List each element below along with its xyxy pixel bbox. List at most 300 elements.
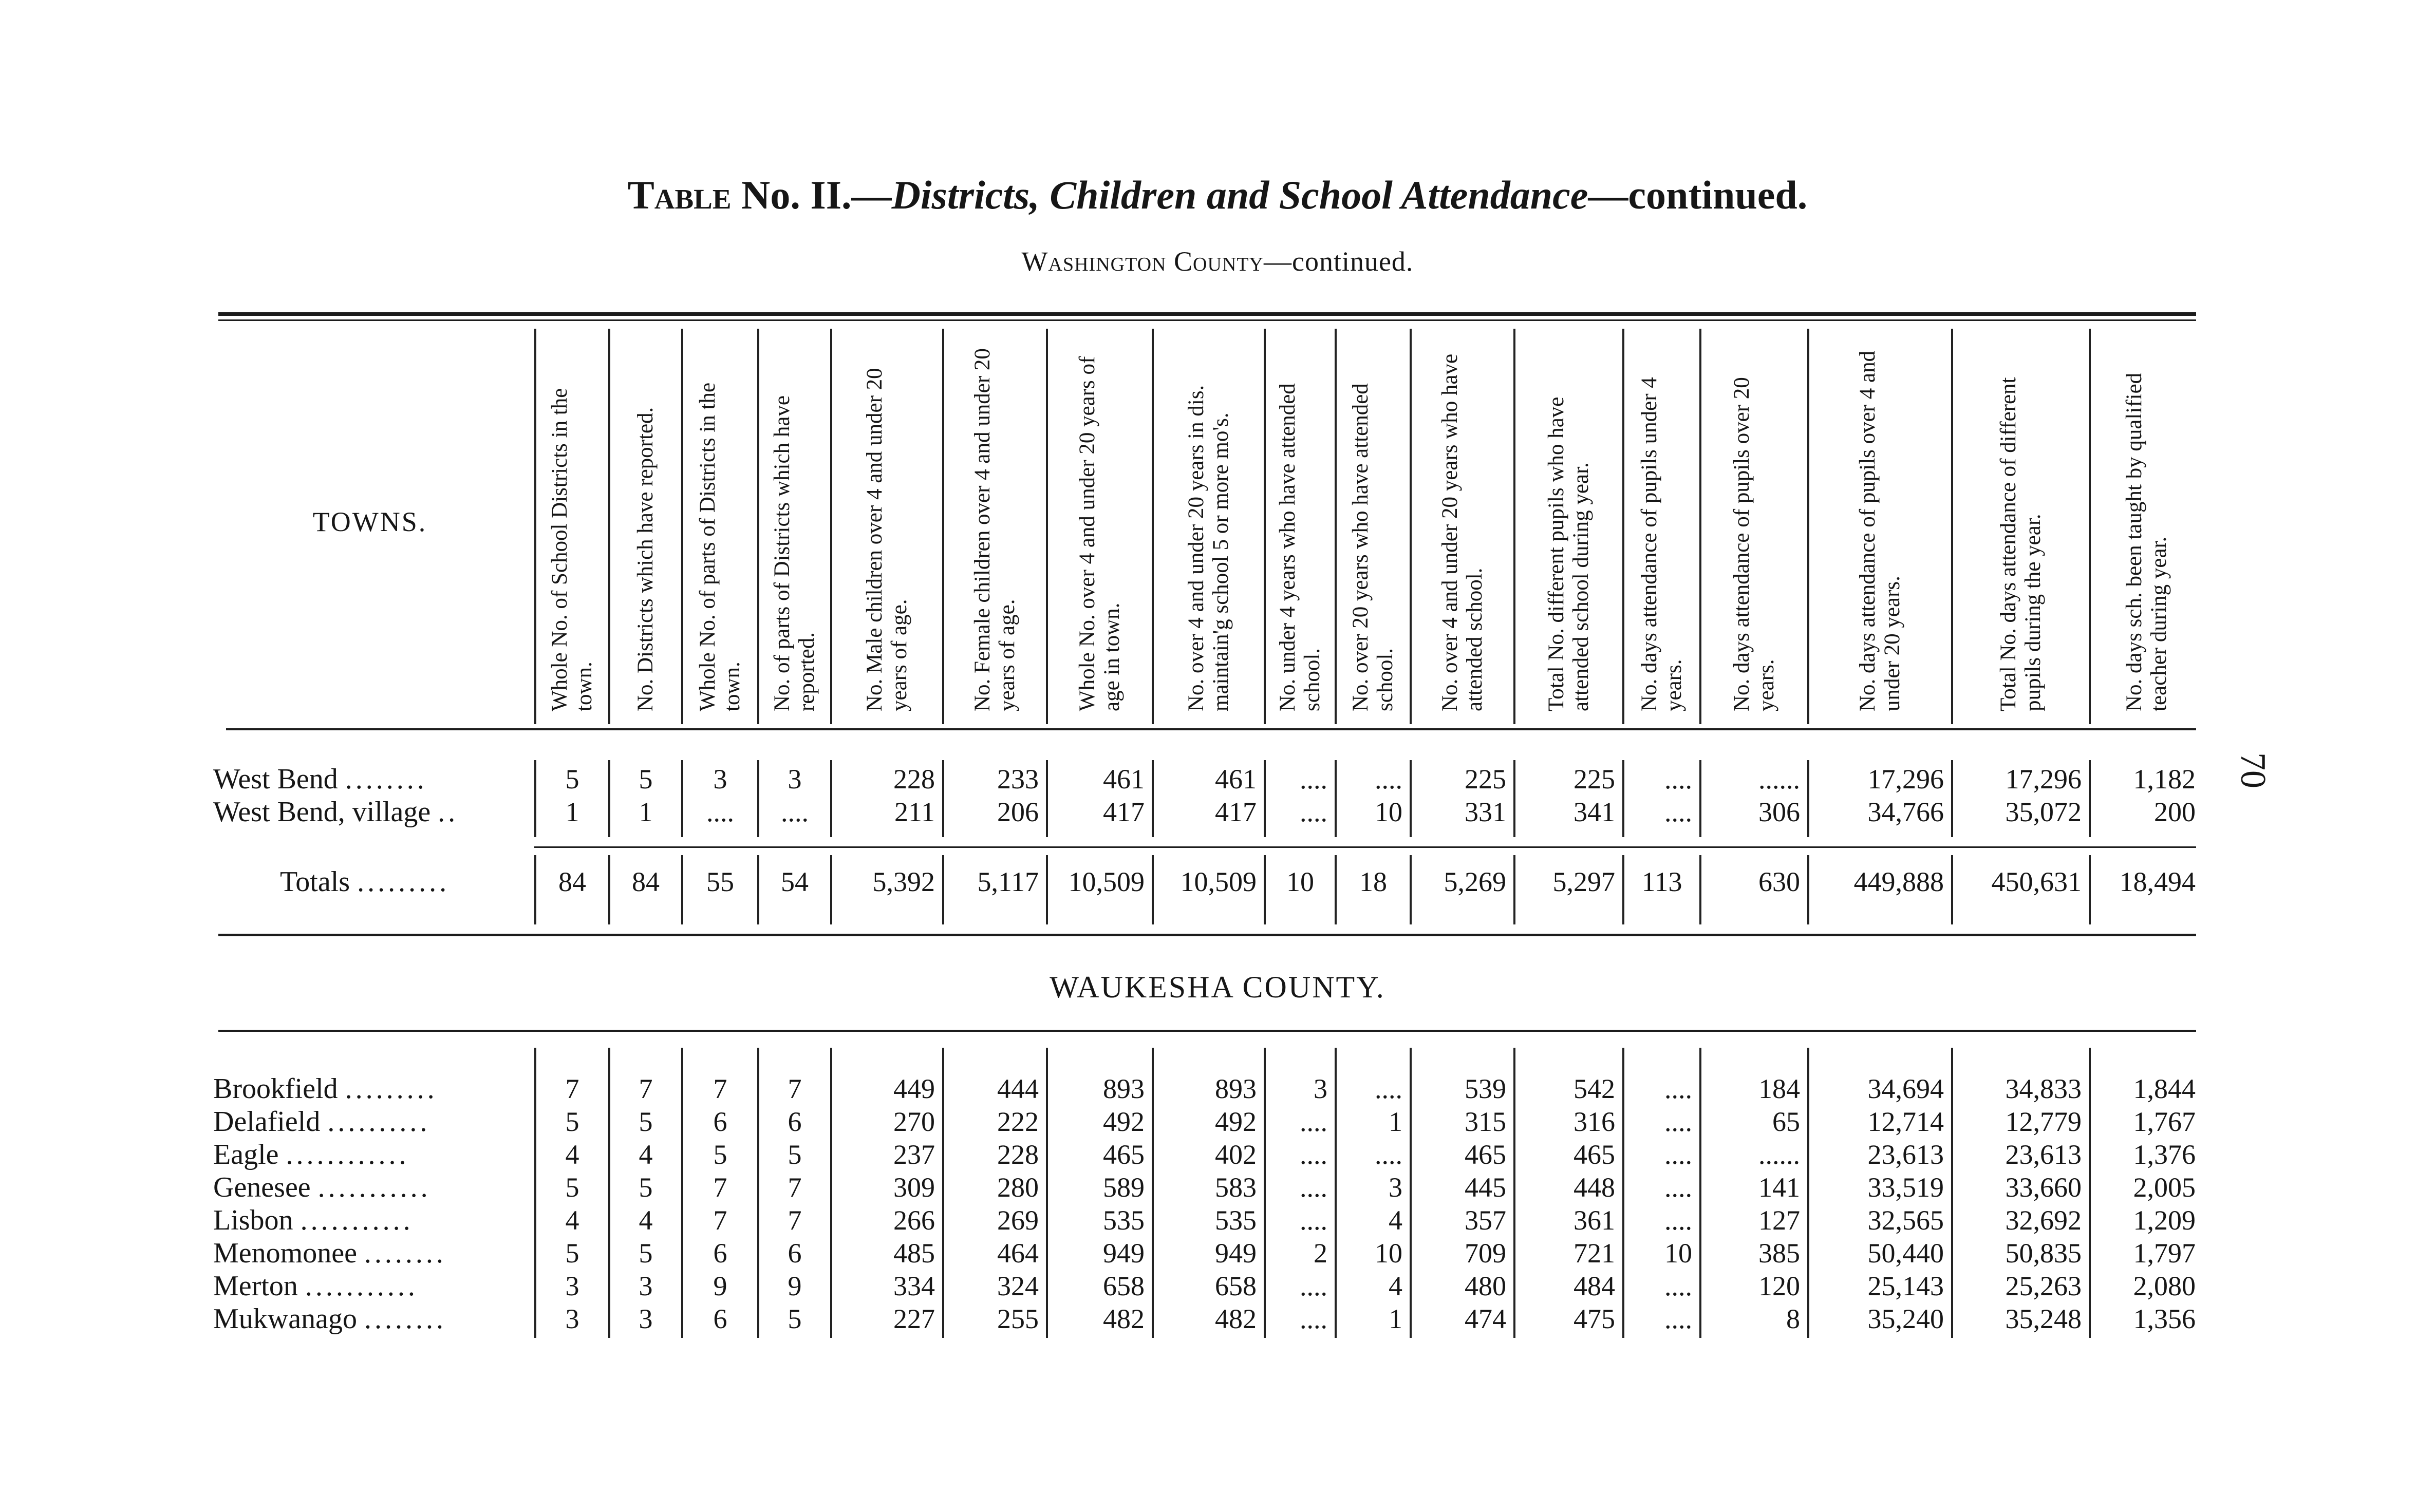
- table-total-row: [0, 865, 2435, 898]
- table-cell: 3: [565, 1271, 579, 1301]
- table-cell: 589: [1103, 1172, 1145, 1203]
- column-divider: [1152, 1048, 1154, 1338]
- table-cell: 721: [1574, 1238, 1615, 1269]
- column-divider: [1335, 1048, 1337, 1338]
- column-divider: [1513, 760, 1515, 837]
- table-cell: 127: [1758, 1205, 1800, 1236]
- table-cell: ....: [1300, 1303, 1327, 1334]
- table-cell: 25,263: [2005, 1271, 2082, 1301]
- table-cell: 1,844: [2133, 1073, 2196, 1104]
- table-cell: 10: [1375, 1238, 1402, 1269]
- table-cell: 1,356: [2133, 1303, 2196, 1334]
- column-divider: [1807, 760, 1809, 837]
- column-divider: [1699, 329, 1701, 724]
- column-divider: [830, 855, 832, 924]
- table-cell: 23,613: [1867, 1139, 1944, 1170]
- table-cell: 35,072: [2005, 797, 2082, 827]
- column-divider: [681, 1048, 683, 1338]
- table-row: [0, 1171, 2435, 1204]
- table-cell: 6: [713, 1303, 727, 1334]
- table-cell: 535: [1215, 1205, 1257, 1236]
- column-divider: [942, 329, 944, 724]
- column-divider: [757, 1048, 759, 1338]
- table-cell: ....: [1300, 1205, 1327, 1236]
- table-cell: 5: [713, 1139, 727, 1170]
- column-divider: [1699, 1048, 1701, 1338]
- table-cell: ....: [1300, 1172, 1327, 1203]
- title-italic: Districts, Children and School Attendance: [891, 173, 1588, 217]
- table-cell: 5: [639, 1106, 653, 1137]
- column-header: [1336, 329, 1411, 711]
- column-divider: [2089, 329, 2091, 724]
- town-name: Genesee: [213, 1171, 311, 1203]
- table-cell: 709: [1465, 1238, 1506, 1269]
- town-name-cell: [213, 1138, 534, 1171]
- column-header-text: No. days sch. been taught by qualified teacher during year.: [2122, 372, 2171, 711]
- table-cell: 233: [997, 764, 1039, 795]
- table-cell: 1: [1389, 1303, 1402, 1334]
- town-name: Brookfield: [213, 1073, 338, 1105]
- town-name-cell: [213, 1072, 534, 1105]
- table-cell: 482: [1215, 1303, 1257, 1334]
- table-cell: ....: [1664, 1303, 1692, 1334]
- table-cell: 3: [713, 764, 727, 795]
- table-cell: ....: [1300, 1271, 1327, 1301]
- column-divider: [1335, 760, 1337, 837]
- column-header-text: Whole No. of School Districts in the town.: [548, 388, 596, 711]
- table-cell: ....: [706, 797, 734, 827]
- table-row: [0, 796, 2435, 828]
- table-cell: 4: [565, 1139, 579, 1170]
- table-cell: 385: [1758, 1238, 1800, 1269]
- column-header: [609, 329, 682, 711]
- table-cell: 535: [1103, 1205, 1145, 1236]
- column-divider: [534, 329, 536, 724]
- column-header: [1514, 329, 1623, 711]
- column-divider: [608, 1048, 610, 1338]
- table-row: [0, 1302, 2435, 1335]
- table-cell: 12,779: [2005, 1106, 2082, 1137]
- table-cell: 309: [893, 1172, 935, 1203]
- column-divider: [1513, 1048, 1515, 1338]
- table-cell: 444: [997, 1073, 1039, 1104]
- table-cell: 4: [639, 1205, 653, 1236]
- table-cell: 34,766: [1867, 797, 1944, 827]
- table-cell: 5: [565, 1172, 579, 1203]
- column-header-text: No. days attendance of pupils under 4 years.: [1637, 377, 1686, 711]
- column-divider: [1622, 855, 1624, 924]
- table-cell: 3: [1314, 1073, 1327, 1104]
- table-cell: 10: [1286, 866, 1314, 897]
- table-cell: 449,888: [1853, 866, 1944, 897]
- column-divider: [1335, 329, 1337, 724]
- dot-leader: .........: [357, 866, 450, 898]
- table-cell: 949: [1103, 1238, 1145, 1269]
- column-divider: [942, 1048, 944, 1338]
- table-cell: 6: [788, 1238, 802, 1269]
- town-name: Mukwanago: [213, 1303, 357, 1335]
- table-cell: 237: [893, 1139, 935, 1170]
- table-row: [0, 1105, 2435, 1138]
- waukesha-county-title: WAUKESHA COUNTY.: [1050, 970, 1385, 1004]
- table-cell: 449: [893, 1073, 935, 1104]
- table-cell: 484: [1574, 1271, 1615, 1301]
- table-cell: 583: [1215, 1172, 1257, 1203]
- table-cell: 3: [788, 764, 802, 795]
- table-cell: 316: [1574, 1106, 1615, 1137]
- table-cell: 1: [1389, 1106, 1402, 1137]
- column-header-text: No. over 4 and under 20 years in dis. maintain'g school 5 or more mo's.: [1184, 385, 1233, 711]
- column-header-text: No. over 20 years who have attended school.: [1348, 383, 1397, 711]
- table-cell: 255: [997, 1303, 1039, 1334]
- dot-leader: ...........: [300, 1204, 414, 1236]
- table-cell: 200: [2154, 797, 2196, 827]
- table-cell: 482: [1103, 1303, 1145, 1334]
- page-number: 70: [2233, 752, 2273, 788]
- table-cell: 306: [1758, 797, 1800, 827]
- table-cell: 270: [893, 1106, 935, 1137]
- table-cell: 465: [1103, 1139, 1145, 1170]
- column-divider: [2089, 1048, 2091, 1338]
- table-cell: 7: [713, 1172, 727, 1203]
- column-divider: [1264, 760, 1266, 837]
- dot-leader: ........: [364, 1237, 446, 1269]
- table-cell: 32,565: [1867, 1205, 1944, 1236]
- column-header: [831, 329, 943, 711]
- column-header-text: No. Female children over 4 and under 20 years of age.: [970, 348, 1019, 711]
- column-divider: [757, 329, 759, 724]
- column-divider: [1807, 855, 1809, 924]
- column-divider: [830, 760, 832, 837]
- column-divider: [534, 1048, 536, 1338]
- table-cell: ....: [1300, 1106, 1327, 1137]
- table-row: [0, 1138, 2435, 1171]
- table-cell: 228: [893, 764, 935, 795]
- column-divider: [1951, 329, 1953, 724]
- title-prefix: Table: [627, 173, 732, 217]
- table-cell: 17,296: [2005, 764, 2082, 795]
- column-divider: [1622, 760, 1624, 837]
- table-cell: 3: [1389, 1172, 1402, 1203]
- column-header: [535, 329, 609, 711]
- column-divider: [534, 855, 536, 924]
- table-cell: 1,182: [2133, 764, 2196, 795]
- table-cell: 315: [1465, 1106, 1506, 1137]
- column-divider: [1152, 760, 1154, 837]
- table-cell: ....: [781, 797, 809, 827]
- column-divider: [1622, 1048, 1624, 1338]
- table-cell: 5: [639, 1238, 653, 1269]
- column-divider: [1513, 855, 1515, 924]
- table-cell: ....: [1664, 1271, 1692, 1301]
- column-divider: [830, 1048, 832, 1338]
- column-header: [943, 329, 1047, 711]
- town-name: Merton: [213, 1270, 298, 1302]
- table-cell: 3: [639, 1303, 653, 1334]
- table-cell: ......: [1758, 764, 1800, 795]
- table-cell: 6: [788, 1106, 802, 1137]
- table-cell: 5,297: [1552, 866, 1615, 897]
- table-cell: 464: [997, 1238, 1039, 1269]
- column-divider: [1807, 329, 1809, 724]
- column-header-text: No. under 4 years who have attended school.: [1276, 383, 1324, 711]
- table-cell: 492: [1103, 1106, 1145, 1137]
- column-divider: [1264, 329, 1266, 724]
- table-cell: 120: [1758, 1271, 1800, 1301]
- dot-leader: .........: [345, 1073, 438, 1105]
- table-title: [0, 172, 2435, 218]
- town-name: West Bend, village: [213, 796, 431, 828]
- table-cell: 4: [1389, 1271, 1402, 1301]
- table-cell: ....: [1375, 764, 1402, 795]
- table-cell: 5: [565, 764, 579, 795]
- table-cell: 1,376: [2133, 1139, 2196, 1170]
- column-header: [1623, 329, 1700, 711]
- table-cell: 8: [1786, 1303, 1800, 1334]
- town-name: Totals: [280, 866, 350, 898]
- column-divider: [942, 760, 944, 837]
- table-cell: 65: [1772, 1106, 1800, 1137]
- subtitle-suffix: —continued.: [1263, 246, 1414, 277]
- column-divider: [608, 760, 610, 837]
- table-cell: 266: [893, 1205, 935, 1236]
- column-divider: [1046, 760, 1048, 837]
- table-cell: 485: [893, 1238, 935, 1269]
- table-cell: 228: [997, 1139, 1039, 1170]
- column-divider: [1046, 1048, 1048, 1338]
- table-cell: 7: [639, 1073, 653, 1104]
- table-cell: 113: [1641, 866, 1682, 897]
- table-cell: 50,835: [2005, 1238, 2082, 1269]
- table-cell: 10,509: [1180, 866, 1257, 897]
- column-divider: [757, 855, 759, 924]
- table-cell: 341: [1574, 797, 1615, 827]
- town-name: Delafield: [213, 1106, 321, 1138]
- column-divider: [942, 855, 944, 924]
- column-divider: [1513, 329, 1515, 724]
- column-divider: [1410, 1048, 1412, 1338]
- column-divider: [757, 760, 759, 837]
- table-cell: 3: [565, 1303, 579, 1334]
- table-cell: 10,509: [1068, 866, 1145, 897]
- column-header: [1047, 329, 1153, 711]
- table-cell: 225: [1574, 764, 1615, 795]
- table-cell: 18: [1359, 866, 1387, 897]
- column-divider: [830, 329, 832, 724]
- dot-leader: ..........: [327, 1106, 430, 1138]
- column-header-text: Total No. days attendance of different pupils during the year.: [1996, 377, 2045, 711]
- table-cell: 5: [639, 764, 653, 795]
- town-name: Eagle: [213, 1139, 279, 1170]
- table-cell: 23,613: [2005, 1139, 2082, 1170]
- table-cell: 33,519: [1867, 1172, 1944, 1203]
- column-divider: [1699, 760, 1701, 837]
- table-cell: 84: [558, 866, 586, 897]
- column-header: [758, 329, 831, 711]
- table-cell: 33,660: [2005, 1172, 2082, 1203]
- column-divider: [1622, 329, 1624, 724]
- column-header: [1700, 329, 1808, 711]
- column-divider: [1951, 760, 1953, 837]
- column-header-text: No. days attendance of pupils over 20 years.: [1730, 377, 1778, 711]
- town-name-cell: [213, 1171, 534, 1204]
- table-cell: 50,440: [1867, 1238, 1944, 1269]
- column-divider: [1046, 855, 1048, 924]
- table-cell: 17,296: [1867, 764, 1944, 795]
- header-bottom-rule: [226, 728, 2196, 730]
- table-cell: 1,797: [2133, 1238, 2196, 1269]
- table-row: [0, 763, 2435, 796]
- town-name-cell: [213, 1270, 534, 1302]
- column-divider: [534, 760, 536, 837]
- column-divider: [1410, 760, 1412, 837]
- town-name-cell: [213, 1237, 534, 1270]
- town-name-cell: [213, 763, 534, 796]
- table-cell: 225: [1465, 764, 1506, 795]
- table-cell: 542: [1574, 1073, 1615, 1104]
- title-suffix: —continued.: [1588, 173, 1808, 217]
- column-divider: [1807, 1048, 1809, 1338]
- column-divider: [681, 760, 683, 837]
- table-cell: 280: [997, 1172, 1039, 1203]
- table-cell: 1,209: [2133, 1205, 2196, 1236]
- subtitle-county: Washington County: [1021, 246, 1264, 277]
- table-cell: 474: [1465, 1303, 1506, 1334]
- table-cell: 949: [1215, 1238, 1257, 1269]
- table-cell: ....: [1300, 1139, 1327, 1170]
- table-cell: 9: [713, 1271, 727, 1301]
- column-divider: [681, 855, 683, 924]
- table-cell: ....: [1664, 1073, 1692, 1104]
- table-cell: ....: [1664, 1205, 1692, 1236]
- table-cell: 2,080: [2133, 1271, 2196, 1301]
- header-top-rule: [218, 312, 2196, 316]
- table-cell: 402: [1215, 1139, 1257, 1170]
- column-header-text: No. Districts which have reported.: [633, 407, 658, 711]
- washington-bottom-rule: [218, 934, 2196, 936]
- table-cell: 4: [639, 1139, 653, 1170]
- table-cell: 6: [713, 1106, 727, 1137]
- table-cell: ....: [1664, 1172, 1692, 1203]
- table-cell: 417: [1103, 797, 1145, 827]
- table-cell: 206: [997, 797, 1039, 827]
- table-cell: 7: [713, 1073, 727, 1104]
- table-cell: 893: [1103, 1073, 1145, 1104]
- table-cell: 34,833: [2005, 1073, 2082, 1104]
- column-header-text: No. over 4 and under 20 years who have attended school.: [1438, 353, 1487, 711]
- waukesha-top-rule: [218, 1030, 2196, 1032]
- dot-leader: ..: [438, 796, 459, 828]
- table-cell: 10: [1664, 1238, 1692, 1269]
- table-cell: 7: [788, 1172, 802, 1203]
- column-header: [1411, 329, 1514, 711]
- table-cell: ....: [1664, 797, 1692, 827]
- table-cell: 18,494: [2119, 866, 2196, 897]
- table-cell: 450,631: [1991, 866, 2082, 897]
- table-cell: 2,005: [2133, 1172, 2196, 1203]
- table-cell: 141: [1758, 1172, 1800, 1203]
- table-cell: 893: [1215, 1073, 1257, 1104]
- column-divider: [1699, 855, 1701, 924]
- table-cell: 5: [788, 1303, 802, 1334]
- table-cell: 269: [997, 1205, 1039, 1236]
- table-cell: 2: [1314, 1238, 1327, 1269]
- town-name-cell: [213, 1302, 534, 1335]
- table-cell: 539: [1465, 1073, 1506, 1104]
- title-number: No. II.—: [741, 173, 892, 217]
- column-divider: [1951, 855, 1953, 924]
- table-cell: 32,692: [2005, 1205, 2082, 1236]
- table-cell: 445: [1465, 1172, 1506, 1203]
- table-row: [0, 1270, 2435, 1302]
- column-header: [1265, 329, 1336, 711]
- table-cell: 448: [1574, 1172, 1615, 1203]
- table-cell: ....: [1375, 1073, 1402, 1104]
- column-header-text: Total No. different pupils who have attended school during year.: [1544, 396, 1593, 711]
- totals-top-rule: [534, 846, 2196, 848]
- column-divider: [681, 329, 683, 724]
- table-cell: 7: [788, 1205, 802, 1236]
- table-cell: 211: [894, 797, 935, 827]
- table-cell: ......: [1758, 1139, 1800, 1170]
- column-header: [682, 329, 758, 711]
- table-cell: 10: [1375, 797, 1402, 827]
- column-divider: [1152, 855, 1154, 924]
- table-cell: 357: [1465, 1205, 1506, 1236]
- table-cell: ....: [1664, 1139, 1692, 1170]
- table-row: [0, 1204, 2435, 1237]
- table-cell: ....: [1300, 764, 1327, 795]
- table-cell: 55: [706, 866, 734, 897]
- table-cell: 7: [565, 1073, 579, 1104]
- table-cell: 7: [788, 1073, 802, 1104]
- column-header-text: No. of parts of Districts which have reported.: [770, 395, 819, 711]
- table-cell: 461: [1215, 764, 1257, 795]
- table-cell: ....: [1375, 1139, 1402, 1170]
- table-cell: 1: [565, 797, 579, 827]
- column-header-text: No. Male children over 4 and under 20 years of age.: [863, 368, 911, 711]
- table-cell: 658: [1215, 1271, 1257, 1301]
- column-header: [2090, 329, 2204, 711]
- towns-header: TOWNS.: [312, 506, 427, 537]
- column-divider: [1152, 329, 1154, 724]
- column-divider: [1410, 855, 1412, 924]
- column-divider: [1264, 855, 1266, 924]
- table-cell: 25,143: [1867, 1271, 1944, 1301]
- table-cell: 9: [788, 1271, 802, 1301]
- column-divider: [1335, 855, 1337, 924]
- column-header: [1952, 329, 2090, 711]
- table-cell: 465: [1574, 1139, 1615, 1170]
- column-header: [1808, 329, 1952, 711]
- table-cell: 361: [1574, 1205, 1615, 1236]
- town-name-cell: [213, 1105, 534, 1138]
- table-cell: 324: [997, 1271, 1039, 1301]
- table-cell: 222: [997, 1106, 1039, 1137]
- town-name: West Bend: [213, 763, 338, 795]
- town-name: Lisbon: [213, 1204, 293, 1236]
- table-cell: 227: [893, 1303, 935, 1334]
- table-row: [0, 1072, 2435, 1105]
- town-name-cell: [213, 1204, 534, 1237]
- column-divider: [1264, 1048, 1266, 1338]
- dot-leader: ...........: [305, 1270, 418, 1302]
- table-cell: ....: [1664, 764, 1692, 795]
- table-cell: 630: [1758, 866, 1800, 897]
- table-cell: 480: [1465, 1271, 1506, 1301]
- table-cell: 475: [1574, 1303, 1615, 1334]
- table-cell: 84: [632, 866, 660, 897]
